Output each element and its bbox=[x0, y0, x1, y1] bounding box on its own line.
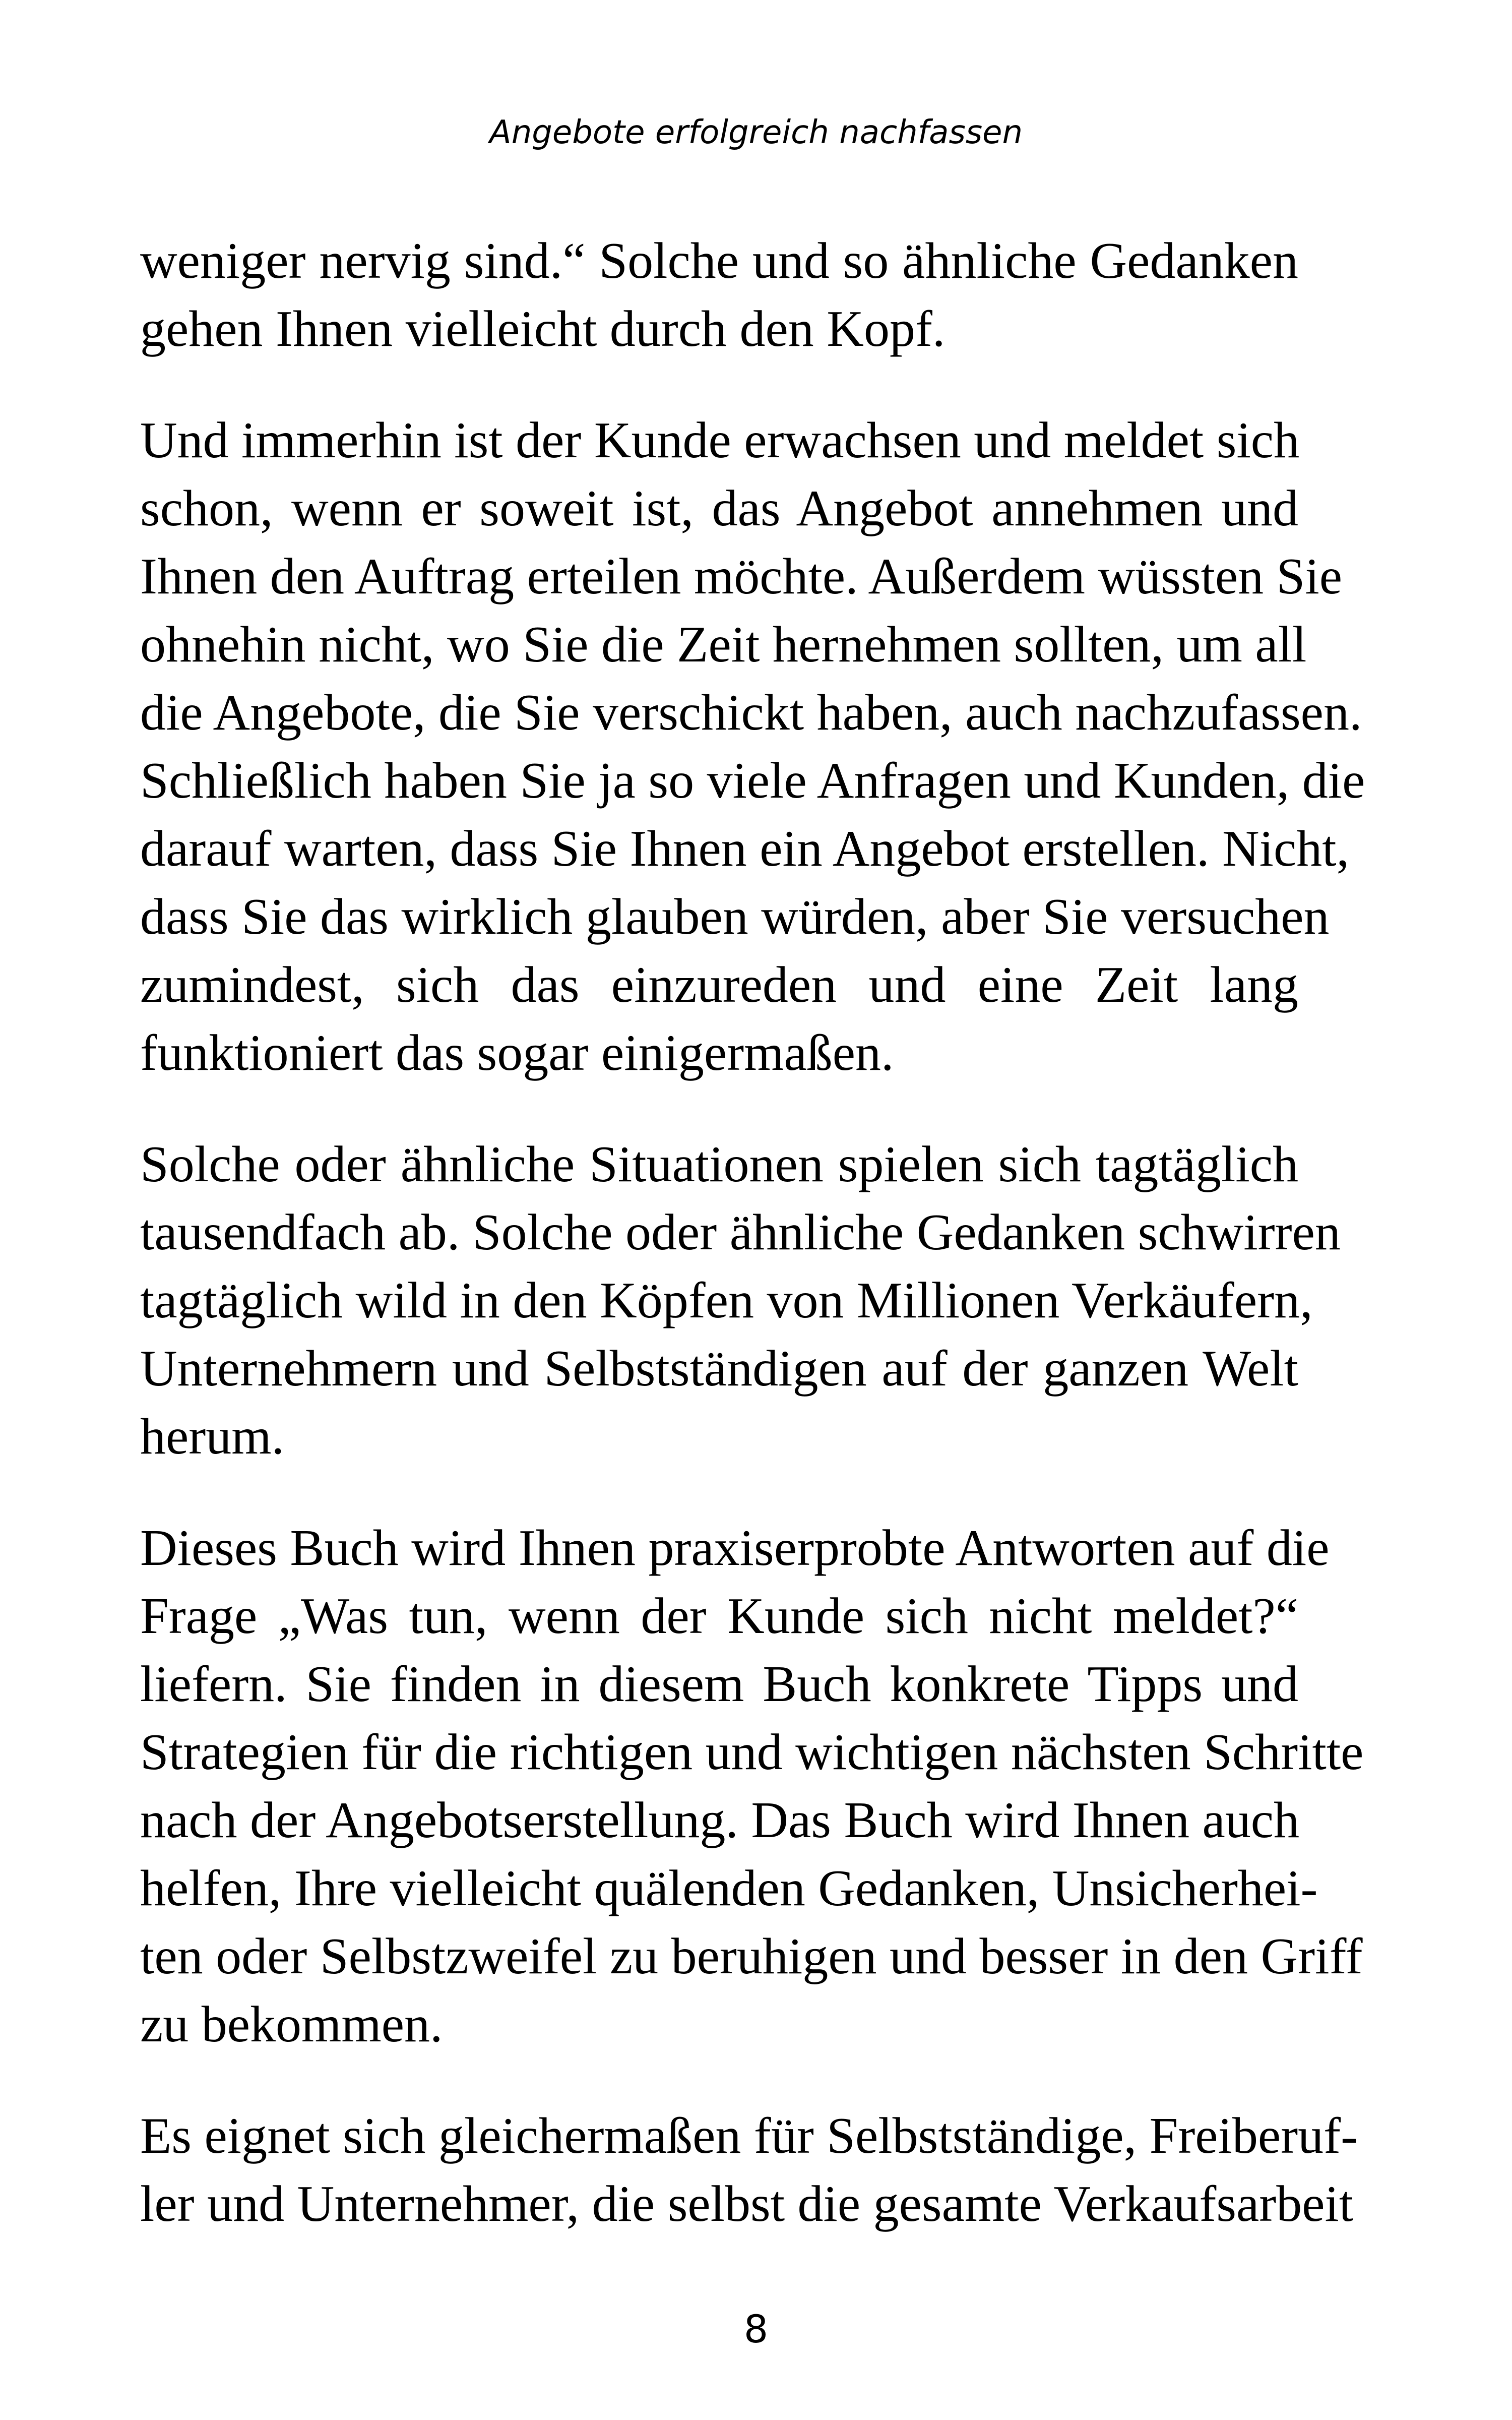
text-line: gehen Ihnen vielleicht durch den Kopf. bbox=[140, 300, 946, 357]
text-line: tagtäglich wild in den Köpfen von Millionen Verkäufern, bbox=[140, 1272, 1313, 1329]
paragraph-4 bbox=[140, 1514, 1364, 2059]
text-line: schon, wenn er soweit ist, das Angebot annehmen und bbox=[140, 480, 1298, 537]
text-line: nach der Angebotserstellung. Das Buch wird Ihnen auch bbox=[140, 1792, 1300, 1849]
body-text bbox=[140, 227, 1365, 2238]
text-line: ten oder Selbstzweifel zu beruhigen und besser in den Griff bbox=[140, 1928, 1363, 1985]
text-line: ohnehin nicht, wo Sie die Zeit hernehmen sollten, um all bbox=[140, 616, 1307, 673]
text-line: dass Sie das wirklich glauben würden, aber Sie versuchen bbox=[140, 888, 1330, 945]
text-line: Ihnen den Auftrag erteilen möchte. Außerdem wüssten Sie bbox=[140, 548, 1342, 605]
text-line: Dieses Buch wird Ihnen praxiserprobte Antworten auf die bbox=[140, 1520, 1330, 1577]
text-line: herum. bbox=[140, 1408, 285, 1465]
text-line: weniger nervig sind.“ Solche und so ähnliche Gedanken bbox=[140, 232, 1298, 289]
text-line: die Angebote, die Sie verschickt haben, auch nachzufassen. bbox=[140, 684, 1362, 741]
text-line: funktioniert das sogar einigermaßen. bbox=[140, 1024, 894, 1081]
text-line: ler und Unternehmer, die selbst die gesamte Verkaufsarbeit bbox=[140, 2175, 1354, 2232]
text-line: zu bekommen. bbox=[140, 1996, 443, 2053]
paragraph-5 bbox=[140, 2102, 1358, 2238]
text-line: Unternehmern und Selbstständigen auf der ganzen Welt bbox=[140, 1340, 1298, 1397]
text-line: helfen, Ihre vielleicht quälenden Gedanken, Unsicherhei- bbox=[140, 1860, 1318, 1917]
text-line: Es eignet sich gleichermaßen für Selbstständige, Freiberuf- bbox=[140, 2107, 1358, 2164]
running-header: Angebote erfolgreich nachfassen bbox=[489, 114, 1023, 151]
text-line: zumindest, sich das einzureden und eine Zeit lang bbox=[140, 956, 1298, 1013]
text-line: darauf warten, dass Sie Ihnen ein Angebot erstellen. Nicht, bbox=[140, 820, 1350, 877]
text-line: Und immerhin ist der Kunde erwachsen und meldet sich bbox=[140, 412, 1300, 469]
paragraph-3 bbox=[140, 1130, 1341, 1471]
text-line: Solche oder ähnliche Situationen spielen sich tagtäglich bbox=[140, 1136, 1298, 1193]
text-line: Schließlich haben Sie ja so viele Anfragen und Kunden, die bbox=[140, 752, 1365, 809]
paragraph-1 bbox=[140, 227, 1298, 363]
text-line: tausendfach ab. Solche oder ähnliche Gedanken schwirren bbox=[140, 1204, 1341, 1261]
paragraph-2 bbox=[140, 406, 1365, 1087]
text-line: Frage „Was tun, wenn der Kunde sich nicht meldet?“ bbox=[140, 1588, 1298, 1645]
text-line: Strategien für die richtigen und wichtigen nächsten Schritte bbox=[140, 1724, 1364, 1781]
page-number: 8 bbox=[743, 2307, 769, 2351]
text-line: liefern. Sie finden in diesem Buch konkrete Tipps und bbox=[140, 1656, 1298, 1713]
